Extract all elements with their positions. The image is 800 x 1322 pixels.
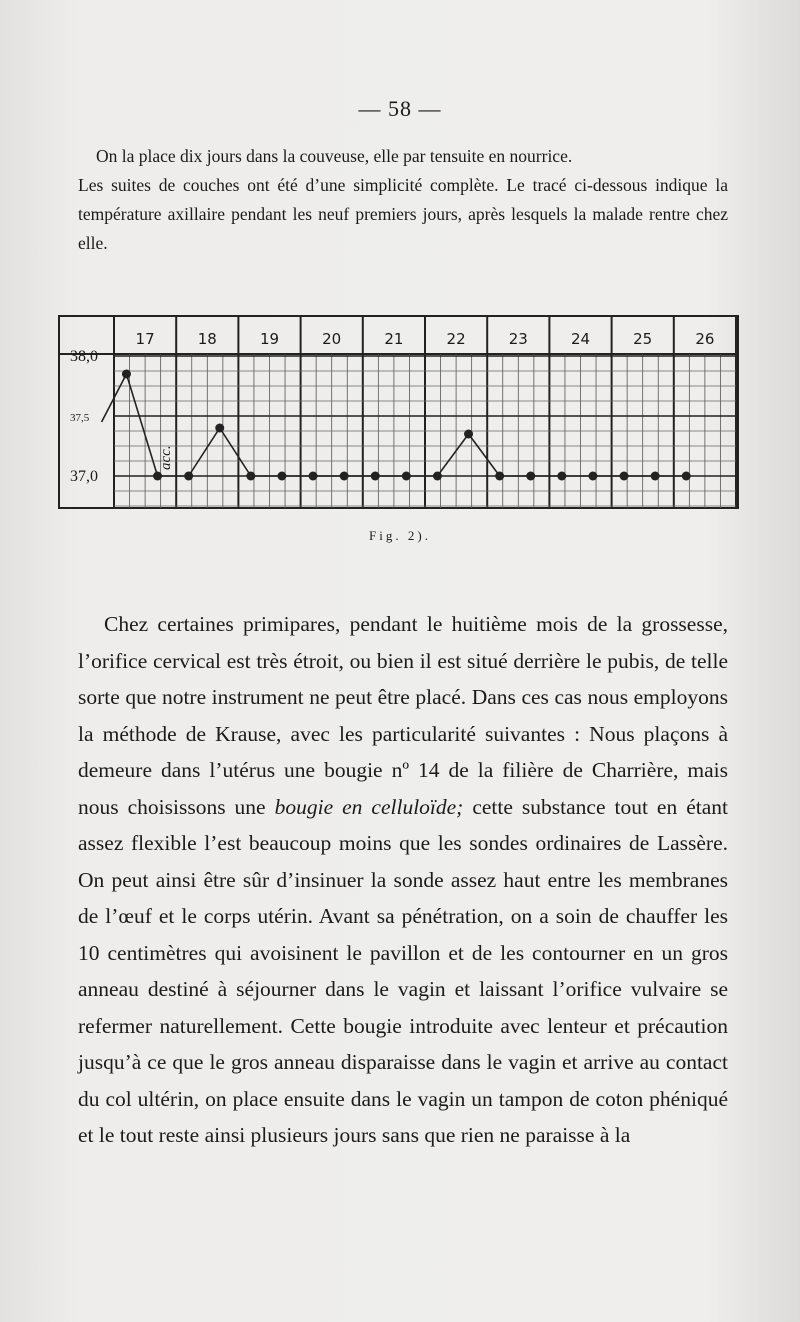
temperature-point [651, 472, 660, 481]
day-label: 19 [259, 330, 280, 348]
day-label: 17 [135, 330, 155, 348]
temperature-point [495, 472, 504, 481]
temperature-point [153, 472, 162, 481]
temperature-point [433, 472, 442, 481]
temperature-point [557, 472, 566, 481]
day-label: 20 [322, 330, 342, 348]
temperature-chart [58, 308, 740, 518]
temperature-point [402, 472, 411, 481]
temperature-chart-svg [58, 308, 740, 518]
intro-paragraph-2: Les suites de couches ont été d’une simplicité complète. Le tracé ci-dessous indique la température axillaire pendant les neuf premiers jours, après lesquels la malade rentre chez elle. [78, 175, 728, 253]
y-tick-label: 37,5 [70, 412, 90, 424]
temperature-point [526, 472, 535, 481]
temperature-point [277, 472, 286, 481]
body-emphasis: bougie en celluloïde; [274, 794, 464, 819]
day-label: 23 [508, 330, 528, 348]
annotation-label: acc. [158, 445, 175, 470]
temperature-point [620, 472, 629, 481]
body-text-part-1: Chez certaines primipares, pendant le huitième mois de la grossesse, l’orifice cervical est très étroit, ou bien il est situé derrière le pubis, de telle sorte que notre instrument ne peut être placé. Dans ces cas nous employons la méthode de Krause, avec les particularité suivantes : Nous plaçons à demeure dans l’utérus une bougie nº 14 de la filière de Charrière, mais nous choisissons une [78, 612, 728, 819]
temperature-point [122, 370, 131, 379]
temperature-point [246, 472, 255, 481]
day-label: 18 [197, 330, 217, 348]
page-number: — 58 — [358, 96, 442, 121]
body-text [78, 606, 728, 1154]
temperature-point [464, 430, 473, 439]
day-label: 22 [446, 330, 466, 348]
day-label: 26 [695, 330, 715, 348]
y-tick-label: 38,0 [70, 348, 98, 365]
y-tick-label: 37,0 [70, 468, 98, 485]
temperature-point [682, 472, 691, 481]
body-paragraph [78, 606, 728, 1154]
temperature-point [371, 472, 380, 481]
temperature-point [215, 424, 224, 433]
body-text-part-2: cette substance tout en étant assez flexible l’est beaucoup moins que les sondes ordinaires de Lassère. On peut ainsi être sûr d’insinuer la sonde assez haut entre les membranes de l’œuf et le corps utérin. Avant sa pénétration, on a soin de chauffer les 10 centimètres qui avoisinent le pavillon et de les contourner en un gros anneau destiné à séjourner dans le vagin et laissant l’orifice vulvaire se refermer naturellement. Cette bougie introduite avec lenteur et précaution jusqu’à ce que le gros anneau disparaisse dans le vagin et arrive au contact du col ultérin, on place ensuite dans le vagin un tampon de coton phéniqué et le tout reste ainsi plusieurs jours sans que rien ne paraisse à la [78, 794, 728, 1147]
temperature-point [340, 472, 349, 481]
figure-caption: Fig. 2). [369, 528, 431, 543]
temperature-point [184, 472, 193, 481]
temperature-point [309, 472, 318, 481]
day-label: 21 [384, 330, 404, 348]
day-label: 25 [633, 330, 653, 348]
temperature-point [588, 472, 597, 481]
intro-paragraph: On la place dix jours dans la couveuse, elle par tensuite en nourrice. [96, 146, 573, 166]
intro-text [78, 142, 728, 258]
day-label: 24 [570, 330, 591, 348]
